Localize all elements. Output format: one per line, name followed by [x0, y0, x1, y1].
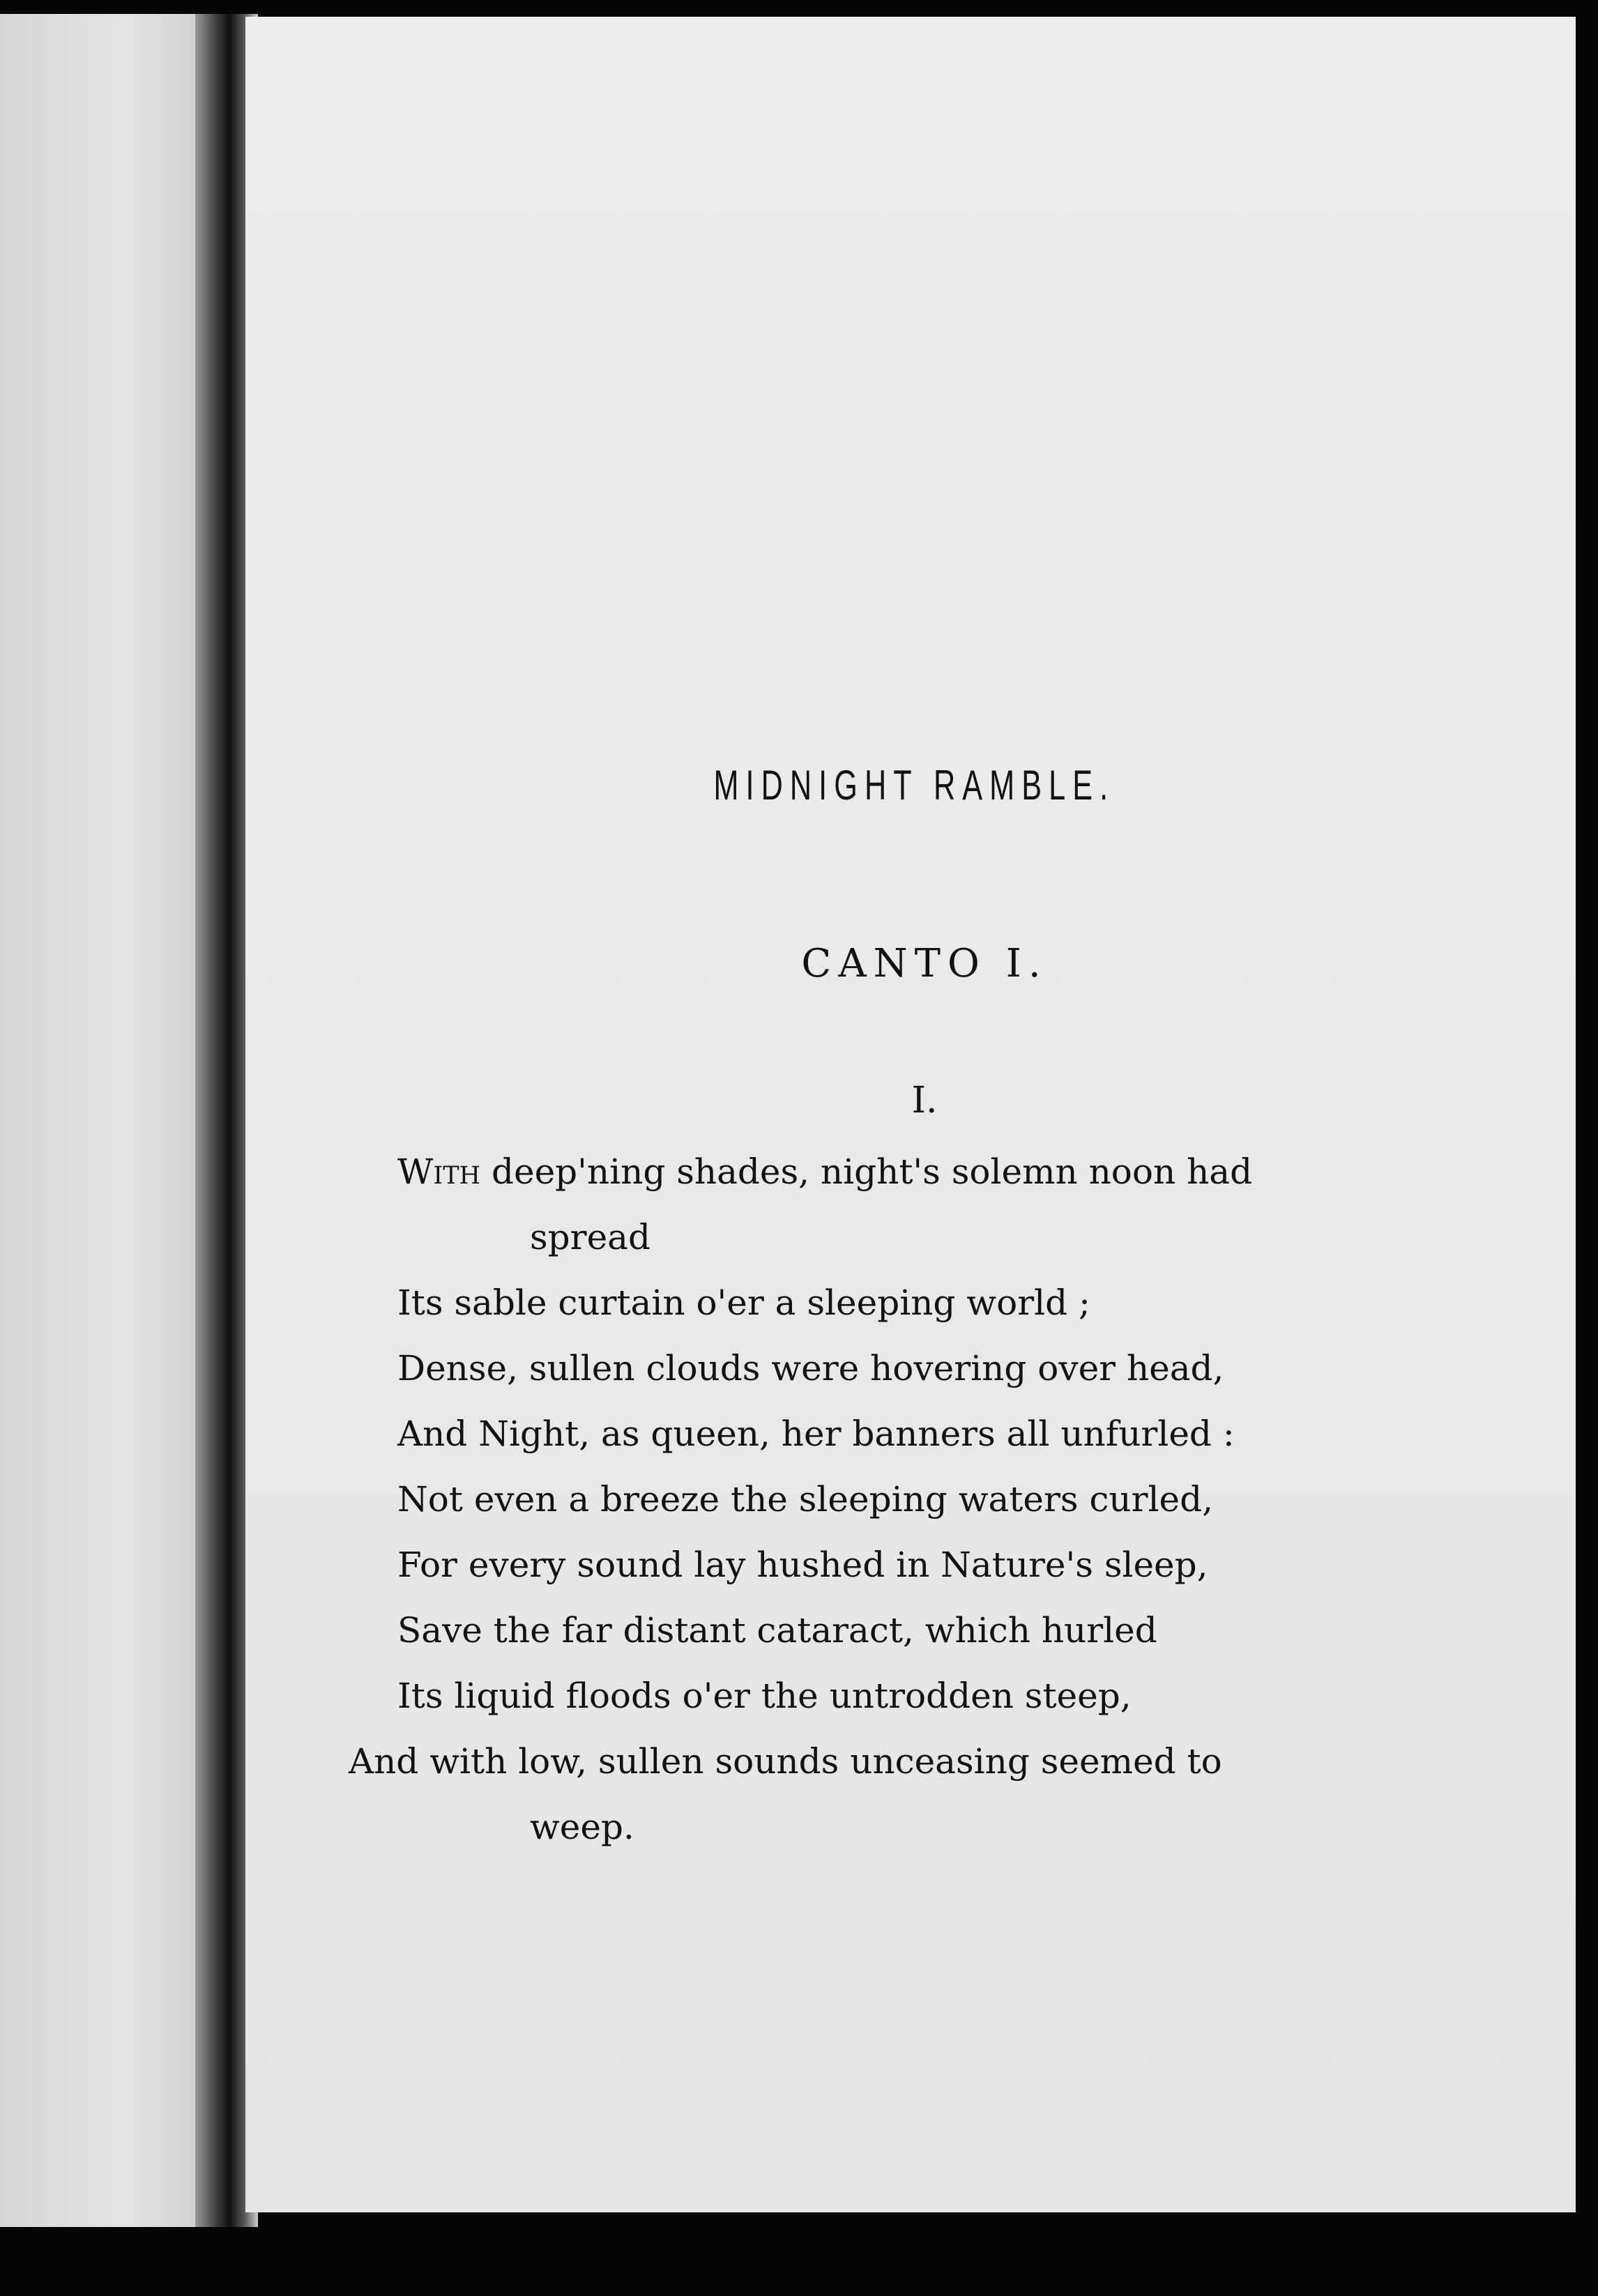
stanza: [349, 1139, 1457, 1860]
stanza-line: Its liquid floods o'er the untrodden steep,: [397, 1676, 1132, 1716]
page-text: [245, 17, 1576, 2212]
canto-heading: CANTO I.: [801, 941, 1048, 986]
stanza-line: And Night, as queen, her banners all unfurled :: [397, 1414, 1235, 1454]
stanza-line: And with low, sullen sounds unceasing seemed to: [349, 1741, 1222, 1782]
stanza-line: [397, 1139, 1457, 1204]
stanza-line: For every sound lay hushed in Nature's sleep,: [397, 1545, 1208, 1585]
stanza-line: spread: [530, 1217, 650, 1257]
stanza-line: Save the far distant cataract, which hurled: [397, 1610, 1157, 1651]
initial-word: With: [397, 1151, 481, 1192]
stanza-line: Its sable curtain o'er a sleeping world ;: [397, 1283, 1090, 1323]
line-text: deep'ning shades, night's solemn noon had: [480, 1151, 1253, 1192]
stanza-line: weep.: [530, 1807, 634, 1847]
poem-title: MIDNIGHT RAMBLE.: [713, 762, 1116, 809]
book-page: [245, 17, 1576, 2212]
stanza-line: Dense, sullen clouds were hovering over head,: [397, 1348, 1224, 1388]
previous-page-edge: [0, 14, 209, 2227]
stanza-number: I.: [911, 1080, 938, 1122]
stanza-line: Not even a breeze the sleeping waters curled,: [397, 1479, 1214, 1520]
